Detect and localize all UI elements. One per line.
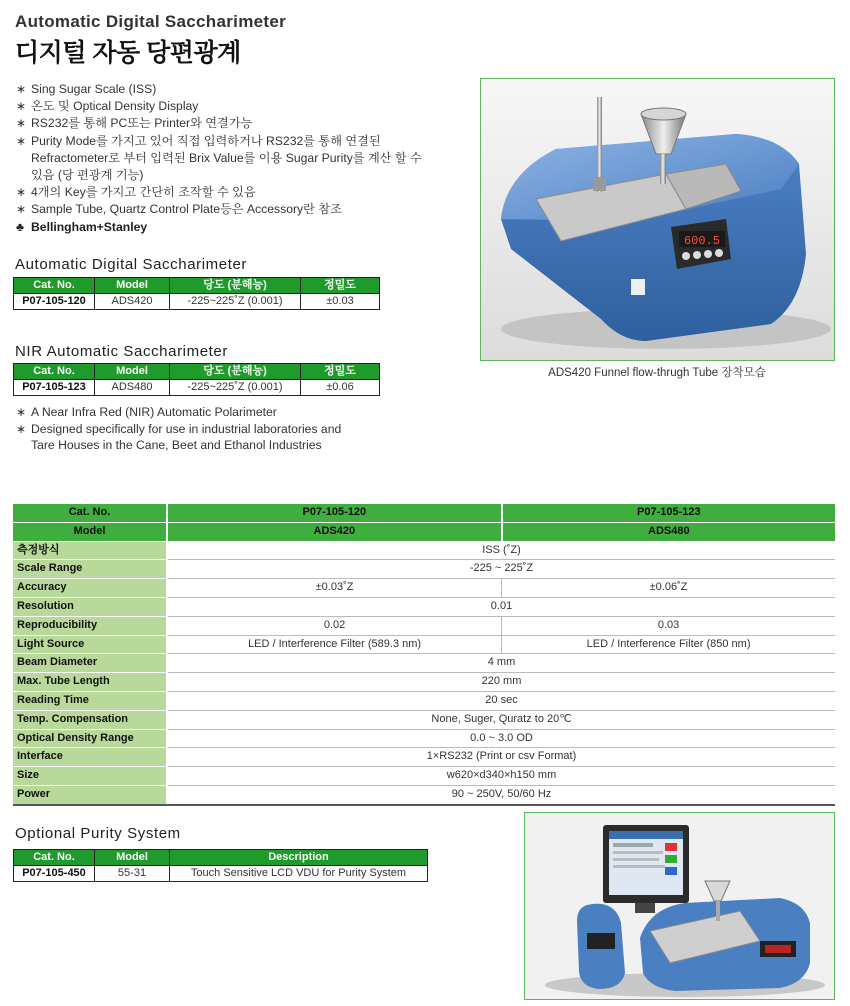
- spec-label: Max. Tube Length: [13, 673, 167, 692]
- feature-item-continued: 있음 (당 편광계 기능): [31, 168, 144, 183]
- purity-system-photo: [524, 812, 835, 1000]
- spec-label: Scale Range: [13, 560, 167, 579]
- model-cell: 55-31: [95, 866, 170, 882]
- spec-value: 0.02: [167, 616, 502, 635]
- cat-no-cell: P07-105-450: [14, 866, 95, 882]
- spec-value: 0.03: [502, 616, 835, 635]
- optional-section-title: Optional Purity System: [15, 825, 181, 842]
- col-header: Cat. No.: [14, 364, 95, 380]
- spec-label: Power: [13, 785, 167, 804]
- col-header: 당도 (분해능): [170, 278, 301, 294]
- photo-caption: ADS420 Funnel flow-thrugh Tube 장착모습: [548, 367, 766, 379]
- feature-item: ∗ Purity Mode를 가지고 있어 직접 입력하거나 RS232를 통해 연결된: [16, 133, 476, 150]
- nir-note-continued: Tare Houses in the Cane, Beet and Ethanol Industries: [31, 438, 322, 452]
- feature-item: ∗ Sing Sugar Scale (ISS): [16, 81, 476, 98]
- range-cell: -225~225˚Z (0.001): [170, 294, 301, 310]
- spec-header-model: ADS420: [167, 522, 502, 541]
- model-cell: ADS420: [95, 294, 170, 310]
- col-header: Cat. No.: [14, 278, 95, 294]
- cat-no-cell: P07-105-123: [14, 380, 95, 396]
- feature-item: ∗ RS232를 통해 PC또는 Printer와 연결가능: [16, 115, 476, 132]
- spec-value: ±0.06˚Z: [502, 579, 835, 598]
- spec-value: -225 ~ 225˚Z: [167, 560, 835, 579]
- spec-value: None, Suger, Quratz to 20℃: [167, 710, 835, 729]
- page-title-en: Automatic Digital Saccharimeter: [15, 12, 286, 31]
- spec-value: 90 ~ 250V, 50/60 Hz: [167, 785, 835, 804]
- spec-label: Reading Time: [13, 691, 167, 710]
- spec-label: Optical Density Range: [13, 729, 167, 748]
- spec-header-label: Cat. No.: [13, 504, 167, 522]
- ads420-product-photo: [480, 78, 835, 361]
- feature-list: [16, 81, 476, 236]
- spec-label: Size: [13, 767, 167, 786]
- spec-header-model: ADS480: [502, 522, 835, 541]
- spec-value: w620×d340×h150 mm: [167, 767, 835, 786]
- spec-label: 측정방식: [13, 541, 167, 560]
- cat-no-cell: P07-105-120: [14, 294, 95, 310]
- spec-label: Reproducibility: [13, 616, 167, 635]
- optional-cat-table: [13, 849, 428, 882]
- spec-value: 0.0 ~ 3.0 OD: [167, 729, 835, 748]
- spec-value: LED / Interference Filter (589.3 nm): [167, 635, 502, 654]
- ads480-cat-table: [13, 363, 380, 396]
- col-header: Model: [95, 278, 170, 294]
- spec-label: Light Source: [13, 635, 167, 654]
- spec-label: Interface: [13, 748, 167, 767]
- spec-value: ±0.03˚Z: [167, 579, 502, 598]
- spec-value: 20 sec: [167, 691, 835, 710]
- nir-note: ∗ A Near Infra Red (NIR) Automatic Polarimeter: [16, 404, 341, 421]
- feature-item: ∗ 4개의 Key를 가지고 간단히 조작할 수 있음: [16, 184, 476, 201]
- spec-value: 1×RS232 (Print or csv Format): [167, 748, 835, 767]
- col-header: Description: [170, 850, 428, 866]
- spec-value: 4 mm: [167, 654, 835, 673]
- spec-header-catno: P07-105-123: [502, 504, 835, 522]
- display-readout: 600.5: [683, 234, 721, 248]
- col-header: 당도 (분해능): [170, 364, 301, 380]
- spec-header-label: Model: [13, 522, 167, 541]
- spec-label: Temp. Compensation: [13, 710, 167, 729]
- nir-notes: [16, 404, 341, 454]
- spec-value: 220 mm: [167, 673, 835, 692]
- nir-note: ∗ Designed specifically for use in industrial laboratories and: [16, 421, 341, 438]
- col-header: Model: [95, 850, 170, 866]
- brand-name: ♣ Bellingham+Stanley: [16, 219, 476, 236]
- ads480-section-title: NIR Automatic Saccharimeter: [15, 343, 228, 360]
- precision-cell: ±0.03: [301, 294, 380, 310]
- spec-value: ISS (˚Z): [167, 541, 835, 560]
- feature-item-continued: Refractometer로 부터 입력된 Brix Value를 이용 Sugar Purity를 계산 할 수: [31, 150, 422, 165]
- feature-item: ∗ Sample Tube, Quartz Control Plate등은 Accessory란 참조: [16, 201, 476, 218]
- spec-value: 0.01: [167, 597, 835, 616]
- model-cell: ADS480: [95, 380, 170, 396]
- page-title-ko: 디지털 자동 당편광계: [15, 39, 241, 67]
- ads420-section-title: Automatic Digital Saccharimeter: [15, 256, 248, 273]
- purity-system-illustration: [525, 813, 834, 999]
- description-cell: Touch Sensitive LCD VDU for Purity System: [170, 866, 428, 882]
- col-header: 정밀도: [301, 364, 380, 380]
- col-header: Model: [95, 364, 170, 380]
- spec-value: LED / Interference Filter (850 nm): [502, 635, 835, 654]
- col-header: Cat. No.: [14, 850, 95, 866]
- feature-item: ∗ 온도 및 Optical Density Display: [16, 98, 476, 115]
- saccharimeter-illustration: [481, 79, 834, 360]
- ads420-cat-table: [13, 277, 380, 310]
- range-cell: -225~225˚Z (0.001): [170, 380, 301, 396]
- spec-label: Beam Diameter: [13, 654, 167, 673]
- spec-header-catno: P07-105-120: [167, 504, 502, 522]
- spec-label: Resolution: [13, 597, 167, 616]
- precision-cell: ±0.06: [301, 380, 380, 396]
- spec-label: Accuracy: [13, 579, 167, 598]
- col-header: 정밀도: [301, 278, 380, 294]
- spec-table: [13, 504, 835, 806]
